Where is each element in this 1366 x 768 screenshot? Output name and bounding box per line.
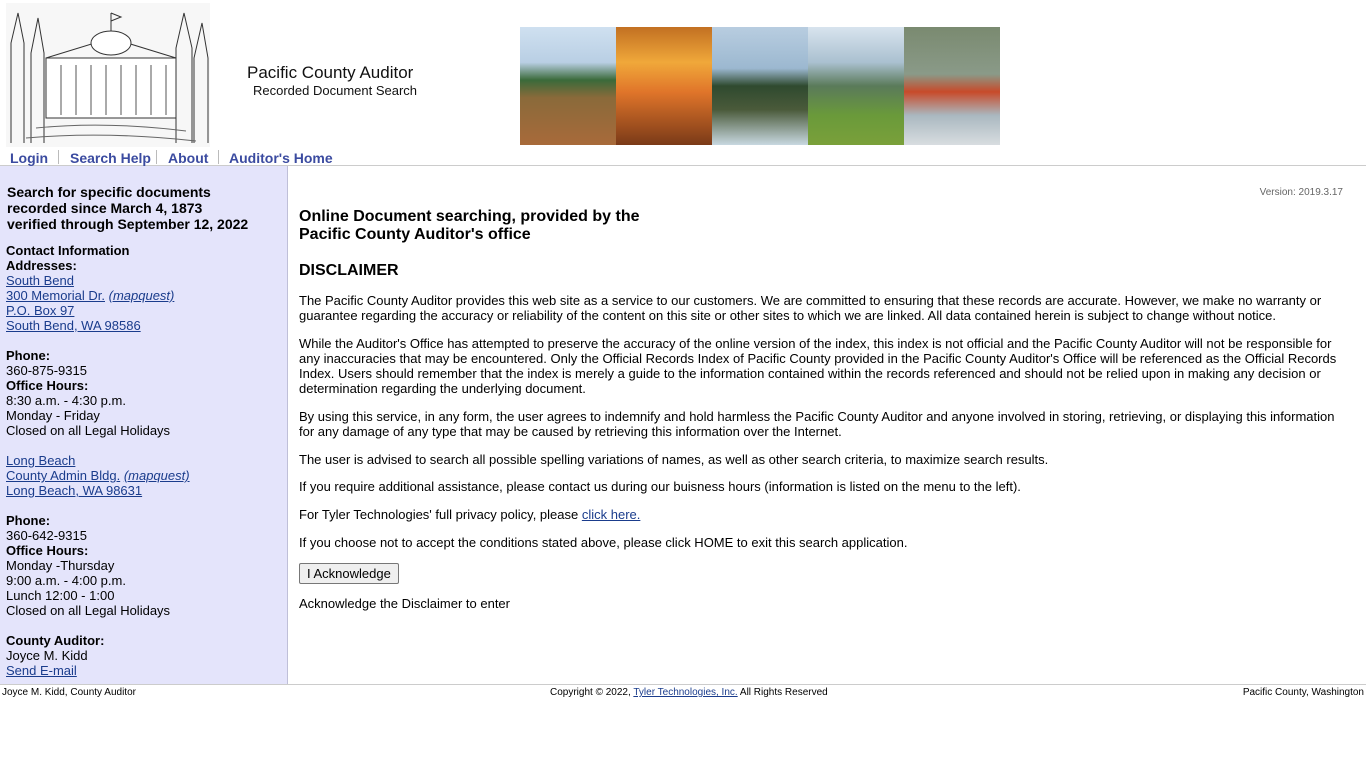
sidebar xyxy=(0,166,288,684)
lighthouse-photo xyxy=(712,27,808,145)
send-email-link[interactable]: Send E-mail xyxy=(6,663,77,678)
nav-search-help[interactable]: Search Help xyxy=(70,150,151,166)
long-beach-days: Monday -Thursday xyxy=(6,558,115,573)
south-bend-hours-label: Office Hours: xyxy=(6,378,89,393)
site-title: Pacific County Auditor xyxy=(247,63,414,82)
footer-left: Joyce M. Kidd, County Auditor xyxy=(2,687,136,698)
nav-about[interactable]: About xyxy=(168,150,209,166)
south-bend-phone: 360-875-9315 xyxy=(6,363,87,378)
page-header xyxy=(0,0,1366,150)
long-beach-mapquest-link[interactable]: (mapquest) xyxy=(123,468,190,483)
page-footer xyxy=(0,684,1366,705)
south-bend-holidays: Closed on all Legal Holidays xyxy=(6,423,171,438)
south-bend-city-link[interactable]: South Bend, WA 98586 xyxy=(6,318,141,333)
auditor-name: Joyce M. Kidd xyxy=(6,648,88,663)
south-bend-phone-label: Phone: xyxy=(6,348,51,363)
long-beach-hours-label: Office Hours: xyxy=(6,543,89,558)
top-nav xyxy=(0,148,1366,166)
disclaimer-heading: DISCLAIMER xyxy=(299,262,399,279)
south-bend-link[interactable]: South Bend xyxy=(6,273,74,288)
farm-photo xyxy=(520,27,616,145)
tyler-technologies-link[interactable]: Tyler Technologies, Inc. xyxy=(633,687,738,698)
south-bend-days: Monday - Friday xyxy=(6,408,100,423)
long-beach-phone: 360-642-9315 xyxy=(6,528,87,543)
meadow-photo xyxy=(808,27,904,145)
long-beach-holidays: Closed on all Legal Holidays xyxy=(6,603,171,618)
long-beach-phone-label: Phone: xyxy=(6,513,51,528)
kayak-photo xyxy=(904,27,1000,145)
page-title: Online Document searching, provided by the Pacific County Auditor's office xyxy=(299,208,640,243)
south-bend-po-link[interactable]: P.O. Box 97 xyxy=(6,303,75,318)
disclaimer-paragraph-2: While the Auditor's Office has attempted to preserve the accuracy of the online version of the index, this index is not official and the Pacific County Auditor will not be responsible for any inaccuracies that may be encountered. Only the Official Records Index of Pacific County provided in the Pacific County Auditor's Office will be referenced as the Official Records Index. Users should remember that the index is merely a guide to the information contained within the records referenced and should not be relied upon in making any decision or determination regarding the underlying document. xyxy=(299,336,1337,396)
disclaimer-paragraph-5: If you require additional assistance, please contact us during our buisness hours (information is listed on the menu to the left). xyxy=(299,479,1021,494)
site-subtitle: Recorded Document Search xyxy=(253,83,418,98)
south-bend-mapquest-link[interactable]: (mapquest) xyxy=(108,288,175,303)
disclaimer-paragraph-7: If you choose not to accept the conditions stated above, please click HOME to exit this search application. xyxy=(299,535,908,550)
privacy-policy-line: For Tyler Technologies' full privacy policy, please click here. xyxy=(299,507,641,522)
version-label: Version: 2019.3.17 xyxy=(1259,187,1343,198)
coverage-summary: Search for specific documents recorded since March 4, 1873 verified through September 12, 2022 xyxy=(7,184,249,232)
nav-auditors-home[interactable]: Auditor's Home xyxy=(229,150,333,166)
photo-banner xyxy=(520,27,1000,145)
long-beach-city-link[interactable]: Long Beach, WA 98631 xyxy=(6,483,143,498)
acknowledge-button[interactable]: I Acknowledge xyxy=(299,563,399,584)
long-beach-link[interactable]: Long Beach xyxy=(6,453,76,468)
nav-login[interactable]: Login xyxy=(10,150,49,166)
privacy-policy-link[interactable]: click here. xyxy=(581,507,641,522)
sunset-photo xyxy=(616,27,712,145)
south-bend-street-link[interactable]: 300 Memorial Dr. xyxy=(6,288,105,303)
contact-title: Contact Information xyxy=(6,243,130,258)
acknowledge-note: Acknowledge the Disclaimer to enter xyxy=(299,596,510,611)
long-beach-lunch: Lunch 12:00 - 1:00 xyxy=(6,588,115,603)
footer-copyright: Copyright © 2022, Tyler Technologies, Inc. All Rights Reserved xyxy=(550,687,828,698)
south-bend-hours: 8:30 a.m. - 4:30 p.m. xyxy=(6,393,126,408)
auditor-label: County Auditor: xyxy=(6,633,105,648)
long-beach-street-link[interactable]: County Admin Bldg. xyxy=(6,468,121,483)
footer-right: Pacific County, Washington xyxy=(1242,687,1364,698)
courthouse-sketch-logo xyxy=(6,3,210,147)
disclaimer-paragraph-4: The user is advised to search all possible spelling variations of names, as well as other search criteria, to maximize search results. xyxy=(299,452,1049,467)
addresses-label: Addresses: xyxy=(6,258,77,273)
disclaimer-paragraph-3: By using this service, in any form, the user agrees to indemnify and hold harmless the Pacific County Auditor and anyone involved in storing, retrieving, or displaying this information for any damage of any type that may be caused by retrieving this information over the Internet. xyxy=(299,409,1335,439)
long-beach-hours: 9:00 a.m. - 4:00 p.m. xyxy=(6,573,126,588)
disclaimer-paragraph-1: The Pacific County Auditor provides this web site as a service to our customers. We are committed to ensuring that these records are accurate. However, we make no warranty or guarantee regarding the accuracy or reliability of the content on this site or other sites to which we are linked. All data contained herein is subject to change without notice. xyxy=(299,293,1322,323)
